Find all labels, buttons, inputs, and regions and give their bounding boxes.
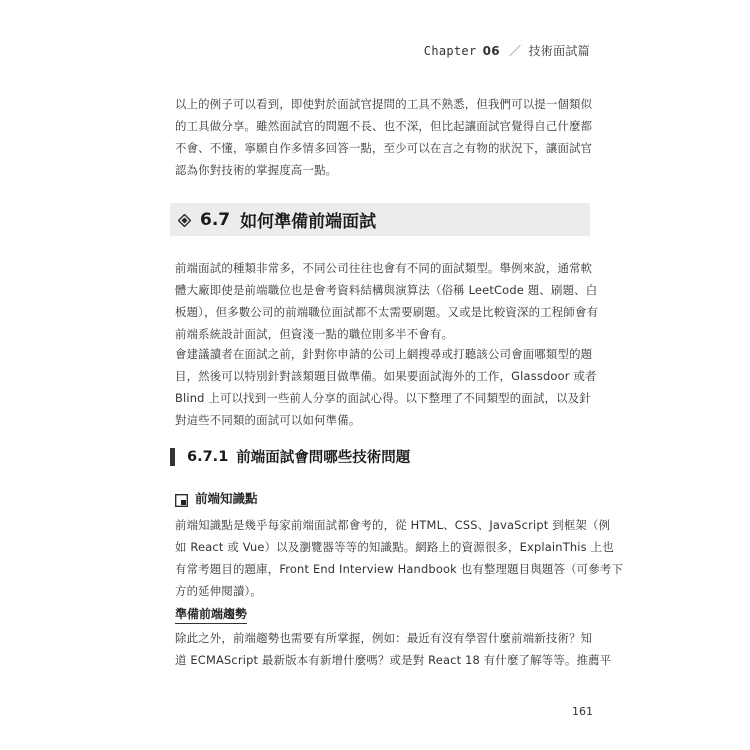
section-heading	[170, 203, 590, 236]
paragraph-line: 除此之外，前端趨勢也需要有所掌握，例如：最近有沒有學習什麼前端新技術？知	[175, 631, 593, 645]
trend-heading: 準備前端趨勢	[175, 605, 247, 624]
paragraph-line: Blind 上可以找到一些前人分享的面試心得。以下整理了不同類型的面試，以及針	[175, 391, 591, 405]
paragraph-line: 有常考題目的題庫，Front End Interview Handbook 也有整理題目與題答（可參考下	[175, 562, 624, 576]
running-header	[424, 42, 590, 59]
chapter-title: 技術面試篇	[528, 44, 590, 58]
header-separator: ／	[509, 44, 522, 58]
trend-paragraph	[175, 627, 612, 671]
paragraph-line: 板題），但多數公司的前端職位面試都不太需要刷題。又或是比較資深的工程師會有	[175, 305, 599, 319]
paragraph-line: 的工具做分享。雖然面試官的問題不長、也不深，但比起讓面試官覺得自己什麼都	[175, 119, 593, 133]
paragraph-line: 前端知識點是幾乎每家前端面試都會考的，從 HTML、CSS、JavaScript 到框架（例	[175, 518, 611, 532]
topic-title: 前端知識點	[195, 491, 258, 506]
section-title: 如何準備前端面試	[240, 212, 377, 232]
section-number: 6.7	[200, 209, 231, 230]
intro-paragraph	[175, 93, 595, 181]
paragraph-line: 前端面試的種類非常多，不同公司往往也會有不同的面試類型。舉例來說，通常軟	[175, 261, 593, 275]
paragraph-line: 體大廠即使是前端職位也是會考資料結構與演算法（俗稱 LeetCode 題、刷題、白	[175, 283, 598, 297]
paragraph-line: 認為你對技術的掌握度高一點。	[175, 163, 338, 177]
paragraph-line: 目，然後可以特別針對該類題目做準備。如果要面試海外的工作，Glassdoor 或者	[175, 369, 597, 383]
chapter-label: Chapter	[423, 44, 477, 58]
paragraph-line: 以上的例子可以看到，即使對於面試官提問的工具不熟悉，但我們可以提一個類似	[175, 97, 593, 111]
subsection-title: 前端面試會問哪些技術問題	[236, 450, 411, 466]
paragraph-line: 會建議讀者在面試之前，針對你申請的公司上網搜尋或打聽該公司會面哪類型的題	[175, 347, 593, 361]
page-number: 161	[572, 705, 593, 718]
section-paragraph-2	[175, 343, 595, 431]
paragraph-line: 對這些不同類的面試可以如何準備。	[175, 413, 361, 427]
paragraph-line: 如 React 或 Vue）以及瀏覽器等等的知識點。網路上的資源很多，ExplainThis 上也	[175, 540, 614, 554]
diamond-icon	[178, 214, 190, 226]
subsection-bar	[170, 448, 175, 466]
section-paragraph-1	[175, 257, 599, 345]
paragraph-line: 不會、不懂，寧願自作多情多回答一點，至少可以在言之有物的狀況下，讓面試官	[175, 141, 593, 155]
subsection-number: 6.7.1	[187, 448, 229, 465]
paragraph-line: 前端系統設計面試，但資淺一點的職位則多半不會有。	[175, 327, 454, 341]
chapter-number: 06	[482, 44, 500, 58]
checkbox-square-icon	[175, 492, 188, 505]
subsection-heading	[170, 446, 410, 467]
topic-heading	[175, 489, 258, 507]
paragraph-line: 道 ECMAScript 最新版本有新增什麼嗎？或是對 React 18 有什麼了解等等。推薦平	[175, 653, 612, 667]
paragraph-line: 方的延伸閱讀）。	[175, 584, 263, 598]
topic-paragraph	[175, 514, 624, 602]
